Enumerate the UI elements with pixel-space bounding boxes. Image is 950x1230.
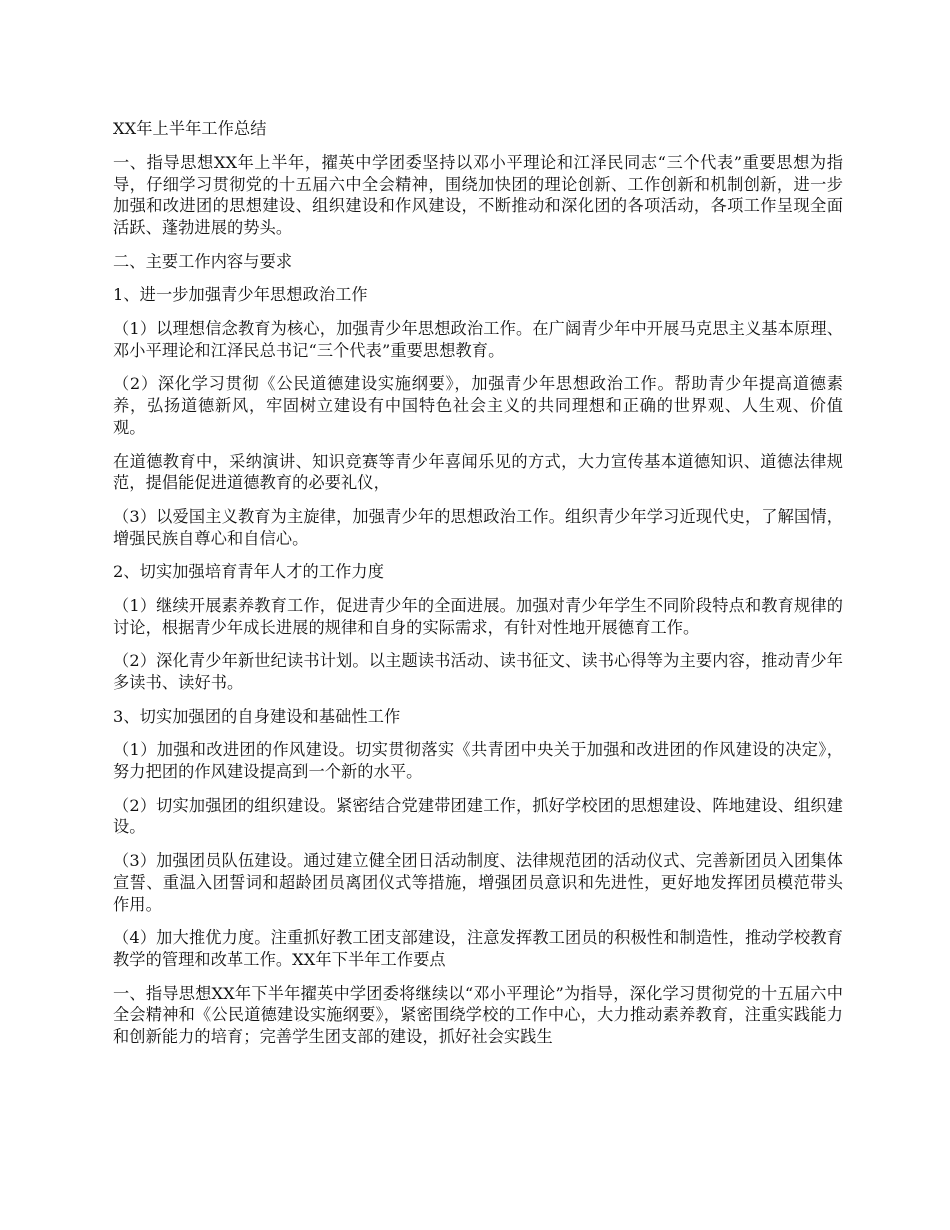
paragraph-item-1-3: （3）以爱国主义教育为主旋律，加强青少年的思想政治工作。组织青少年学习近现代史，了解国情，增强民族自尊心和自信心。: [113, 506, 843, 548]
paragraph-item-1-2: （2）深化学习贯彻《公民道德建设实施纲要》，加强青少年思想政治工作。帮助青少年提高道德素养，弘扬道德新风，牢固树立建设有中国特色社会主义的共同理想和正确的世界观、人生观、价值观。: [113, 374, 843, 437]
paragraph-item-3-3: （3）加强团员队伍建设。通过建立健全团日活动制度、法律规范团的活动仪式、完善新团员入团集体宣誓、重温入团誓词和超龄团员离团仪式等措施，增强团员意识和先进性，更好地发挥团员模范带头作用。: [113, 851, 843, 914]
paragraph-guiding-ideology: 一、指导思想XX年上半年，擢英中学团委坚持以邓小平理论和江泽民同志“三个代表”重要思想为指导，仔细学习贯彻党的十五届六中全会精神，围绕加快团的理论创新、工作创新和机制创新，进一步加强和改进团的思想建设、组织建设和作风建设，不断推动和深化团的各项活动，各项工作呈现全面活跃、蓬勃进展的势头。: [113, 152, 843, 238]
paragraph-item-2-1: （1）继续开展素养教育工作，促进青少年的全面进展。加强对青少年学生不同阶段特点和教育规律的讨论，根据青少年成长进展的规律和自身的实际需求，有针对性地开展德育工作。: [113, 595, 843, 637]
document-title: XX年上半年工作总结: [113, 119, 267, 138]
paragraph-item-3-4: （4）加大推优力度。注重抓好教工团支部建设，注意发挥教工团员的积极性和制造性，推动学校教育教学的管理和改革工作。XX年下半年工作要点: [113, 928, 843, 970]
document-page: [113, 118, 843, 1060]
paragraph-second-half-guiding-ideology: 一、指导思想XX年下半年擢英中学团委将继续以“邓小平理论”为指导，深化学习贯彻党的十五届六中全会精神和《公民道德建设实施纲要》，紧密围绕学校的工作中心，大力推动素养教育，注重实践能力和创新能力的培育；完善学生团支部的建设，抓好社会实践生: [113, 983, 843, 1047]
paragraph-moral-education: 在道德教育中，采纳演讲、知识竞赛等青少年喜闻乐见的方式，大力宣传基本道德知识、道德法律规范，提倡能促进道德教育的必要礼仪，: [113, 451, 843, 493]
subheading-self-construction: 3、切实加强团的自身建设和基础性工作: [113, 706, 401, 726]
paragraph-item-1-1: （1）以理想信念教育为核心，加强青少年思想政治工作。在广阔青少年中开展马克思主义基本原理、邓小平理论和江泽民总书记“三个代表”重要思想教育。: [113, 318, 843, 360]
subheading-talent-cultivation: 2、切实加强培育青年人才的工作力度: [113, 562, 384, 582]
paragraph-item-3-2: （2）切实加强团的组织建设。紧密结合党建带团建工作，抓好学校团的思想建设、阵地建设、组织建设。: [113, 795, 843, 837]
subheading-ideological-work: 1、进一步加强青少年思想政治工作: [113, 285, 368, 305]
section-heading-main-work: 二、主要工作内容与要求: [113, 251, 293, 271]
paragraph-item-3-1: （1）加强和改进团的作风建设。切实贯彻落实《共青团中央关于加强和改进团的作风建设的决定》，努力把团的作风建设提高到一个新的水平。: [113, 740, 843, 782]
paragraph-item-2-2: （2）深化青少年新世纪读书计划。以主题读书活动、读书征文、读书心得等为主要内容，推动青少年多读书、读好书。: [113, 651, 843, 693]
